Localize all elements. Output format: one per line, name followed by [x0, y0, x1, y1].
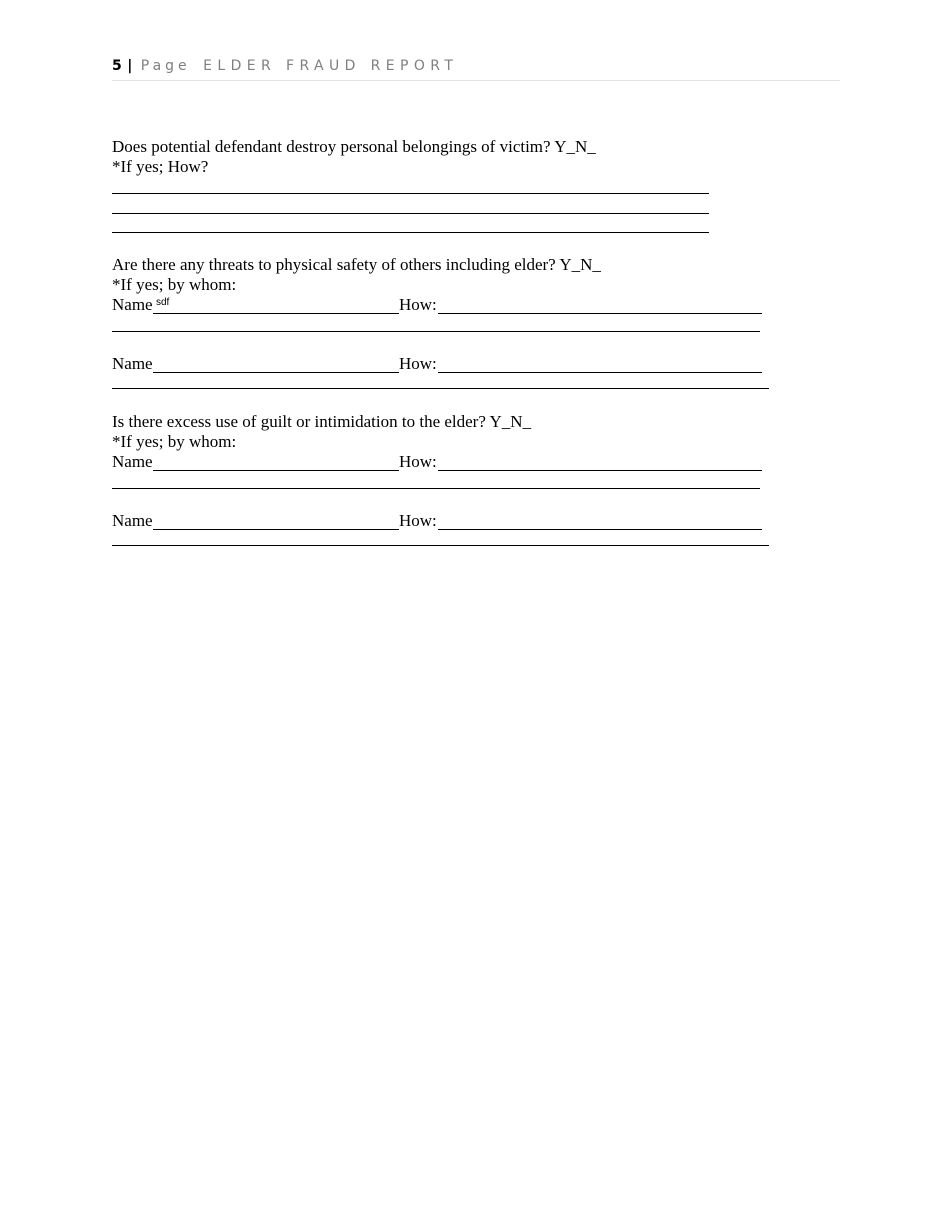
report-title: ELDER FRAUD REPORT — [203, 58, 459, 74]
page-number: 5 — [112, 58, 122, 74]
question-destroy-belongings: Does potential defendant destroy personal belongings of victim? Y_N_ — [112, 137, 596, 156]
question-guilt-intimidation: Is there excess use of guilt or intimidation to the elder? Y_N_ — [112, 412, 532, 431]
name-label: Name — [112, 354, 153, 373]
name-field[interactable] — [153, 529, 399, 530]
name-field-value[interactable]: sdf — [156, 297, 170, 308]
name-label: Name — [112, 452, 153, 471]
how-continuation-line[interactable] — [112, 545, 769, 546]
how-field[interactable] — [438, 313, 762, 314]
how-field[interactable] — [438, 529, 762, 530]
how-label: How: — [399, 354, 437, 373]
answer-line[interactable] — [112, 213, 709, 214]
followup-by-whom: *If yes; by whom: — [112, 275, 237, 294]
page-header — [112, 56, 840, 81]
name-field[interactable] — [153, 372, 399, 373]
name-field[interactable] — [153, 313, 399, 314]
how-continuation-line[interactable] — [112, 488, 760, 489]
answer-line[interactable] — [112, 232, 709, 233]
followup-by-whom: *If yes; by whom: — [112, 432, 237, 451]
how-continuation-line[interactable] — [112, 388, 769, 389]
how-field[interactable] — [438, 372, 762, 373]
how-continuation-line[interactable] — [112, 331, 760, 332]
name-label: Name — [112, 511, 153, 530]
question-physical-threats: Are there any threats to physical safety of others including elder? Y_N_ — [112, 255, 601, 274]
header-separator: | — [127, 58, 133, 74]
answer-line[interactable] — [112, 193, 709, 194]
how-label: How: — [399, 295, 437, 314]
followup-how: *If yes; How? — [112, 157, 209, 176]
how-field[interactable] — [438, 470, 762, 471]
name-label: Name — [112, 295, 153, 314]
name-field[interactable] — [153, 470, 399, 471]
page-word: Page — [140, 58, 191, 74]
how-label: How: — [399, 511, 437, 530]
how-label: How: — [399, 452, 437, 471]
